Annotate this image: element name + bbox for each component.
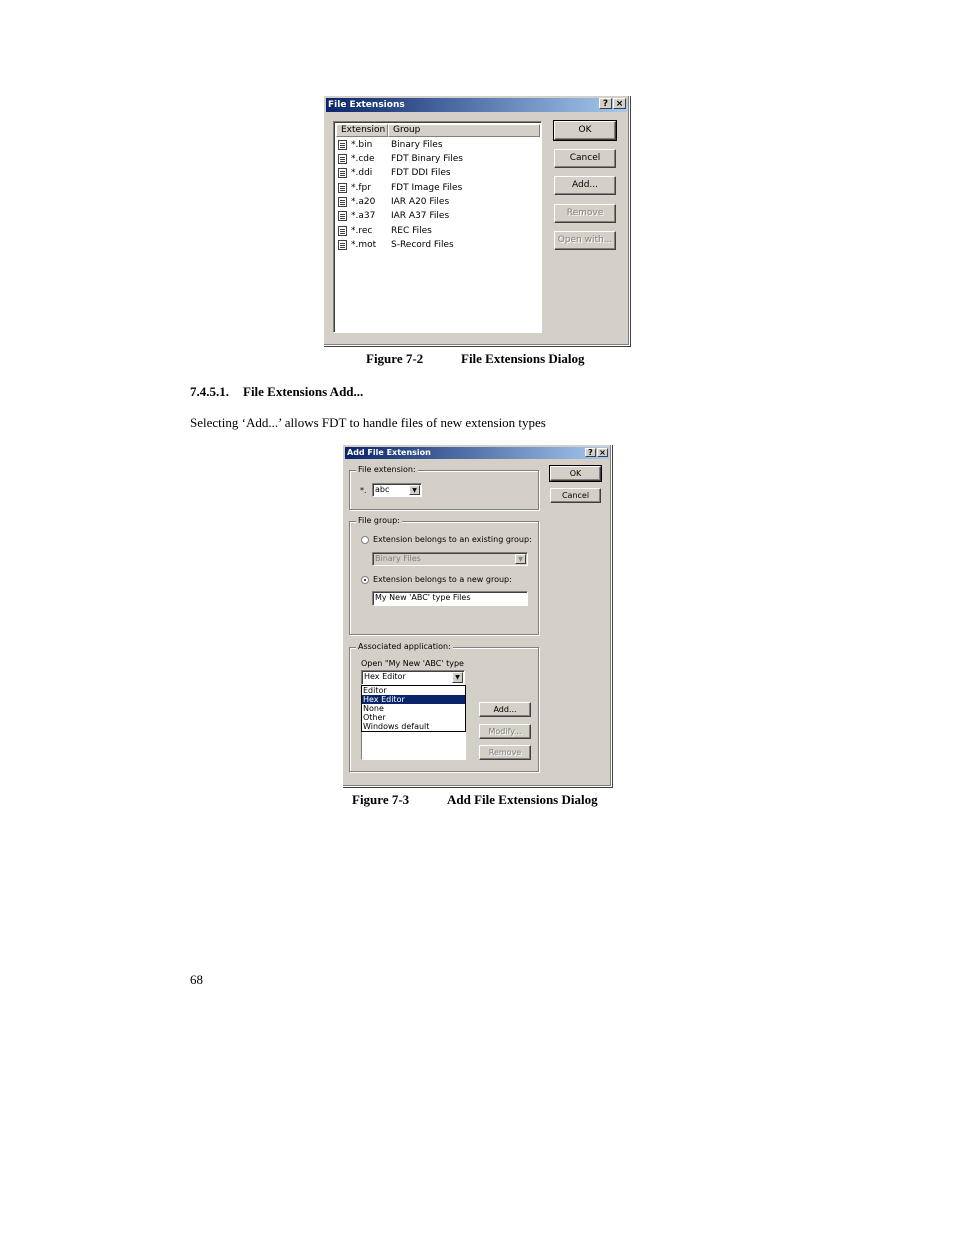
file-extension-label: File extension:	[358, 465, 416, 474]
file-icon	[338, 154, 347, 164]
add-file-extension-dialog	[342, 444, 612, 787]
extension-prefix: *.	[360, 486, 367, 495]
extension-input[interactable]	[372, 483, 422, 497]
group-cell: IAR A37 Files	[391, 211, 450, 221]
column-header-group[interactable]: Group	[388, 124, 540, 137]
chevron-down-icon[interactable]: ▼	[515, 554, 526, 564]
existing-group-value: Binary Files	[375, 554, 421, 563]
application-list-area[interactable]	[361, 732, 466, 760]
remove-application-button[interactable]: Remove	[479, 745, 531, 760]
dialog-title-bar	[345, 447, 609, 459]
extension-value: abc	[375, 485, 390, 494]
associated-application-label: Associated application:	[358, 642, 451, 651]
page-number: 68	[190, 972, 203, 987]
extension-cell: *.mot	[351, 240, 377, 250]
dropdown-option[interactable]: Editor	[363, 686, 387, 695]
group-cell: REC Files	[391, 226, 432, 236]
new-group-value: My New 'ABC' type Files	[375, 593, 471, 602]
cancel-button[interactable]: Cancel	[550, 488, 601, 503]
group-cell: Binary Files	[391, 140, 443, 150]
figure-caption-title: File Extensions Dialog	[461, 351, 585, 366]
close-icon[interactable]: ×	[613, 98, 626, 109]
close-icon[interactable]: ×	[597, 448, 608, 457]
group-cell: IAR A20 Files	[391, 197, 450, 207]
associated-application-group	[349, 642, 539, 772]
column-header-extension[interactable]: Extension	[336, 124, 388, 137]
group-cell: FDT DDI Files	[391, 168, 451, 178]
extension-cell: *.fpr	[351, 183, 371, 193]
help-icon[interactable]: ?	[599, 98, 612, 109]
chevron-down-icon[interactable]: ▼	[409, 485, 420, 495]
ok-button[interactable]: OK	[550, 466, 601, 481]
figure-caption-number: Figure 7-2	[366, 351, 424, 366]
dropdown-option[interactable]: Windows default	[363, 722, 430, 731]
figure-caption-number: Figure 7-3	[352, 792, 410, 807]
application-select[interactable]	[361, 670, 465, 685]
figure-caption-title: Add File Extensions Dialog	[447, 792, 598, 807]
list-item[interactable]	[338, 181, 538, 195]
application-dropdown-list[interactable]	[361, 685, 466, 732]
list-item[interactable]	[338, 138, 538, 152]
file-icon	[338, 140, 347, 150]
file-icon	[338, 240, 347, 250]
existing-group-label: Extension belongs to an existing group:	[373, 535, 532, 544]
list-item[interactable]	[338, 152, 538, 166]
chevron-down-icon[interactable]: ▼	[452, 672, 463, 683]
file-icon	[338, 183, 347, 193]
remove-button[interactable]: Remove	[554, 204, 616, 223]
group-cell: FDT Image Files	[391, 183, 463, 193]
add-application-button[interactable]: Add...	[479, 702, 531, 717]
extension-cell: *.cde	[351, 154, 375, 164]
dropdown-option[interactable]: Other	[363, 713, 386, 722]
file-icon	[338, 211, 347, 221]
application-selected-value: Hex Editor	[364, 672, 406, 681]
extension-cell: *.a37	[351, 211, 376, 221]
ok-button[interactable]: OK	[554, 121, 616, 140]
body-paragraph: Selecting ‘Add...’ allows FDT to handle files of new extension types	[190, 415, 546, 430]
existing-group-radio[interactable]	[361, 536, 369, 544]
list-item[interactable]	[338, 195, 538, 209]
list-item[interactable]	[338, 224, 538, 238]
extensions-list[interactable]	[333, 121, 542, 333]
dropdown-option-selected[interactable]: Hex Editor	[362, 695, 465, 704]
new-group-radio[interactable]	[361, 576, 369, 584]
existing-group-select[interactable]	[372, 552, 528, 566]
dialog-title: File Extensions	[328, 100, 405, 110]
open-with-button[interactable]: Open with...	[554, 231, 616, 250]
section-title: File Extensions Add...	[243, 384, 364, 399]
dropdown-option[interactable]: None	[363, 704, 384, 713]
file-icon	[338, 168, 347, 178]
file-icon	[338, 197, 347, 207]
open-with-label: Open "My New 'ABC' type	[361, 659, 464, 668]
file-icon	[338, 226, 347, 236]
modify-application-button[interactable]: Modify...	[479, 724, 531, 739]
group-cell: FDT Binary Files	[391, 154, 463, 164]
file-group-label: File group:	[358, 516, 400, 525]
group-cell: S-Record Files	[391, 240, 454, 250]
extension-cell: *.bin	[351, 140, 373, 150]
add-button[interactable]: Add...	[554, 176, 616, 195]
new-group-input[interactable]	[372, 591, 528, 606]
dialog-title-bar	[326, 98, 627, 112]
list-item[interactable]	[338, 166, 538, 180]
help-icon[interactable]: ?	[585, 448, 596, 457]
file-extensions-dialog	[323, 95, 630, 346]
section-number: 7.4.5.1.	[190, 384, 229, 399]
extension-cell: *.ddi	[351, 168, 373, 178]
extension-cell: *.a20	[351, 197, 376, 207]
list-item[interactable]	[338, 238, 538, 252]
file-group-group	[349, 516, 539, 635]
new-group-label: Extension belongs to a new group:	[373, 575, 512, 584]
extension-cell: *.rec	[351, 226, 373, 236]
file-extension-group	[349, 465, 539, 510]
list-item[interactable]	[338, 209, 538, 223]
cancel-button[interactable]: Cancel	[554, 149, 616, 168]
dialog-title: Add File Extension	[347, 448, 431, 457]
